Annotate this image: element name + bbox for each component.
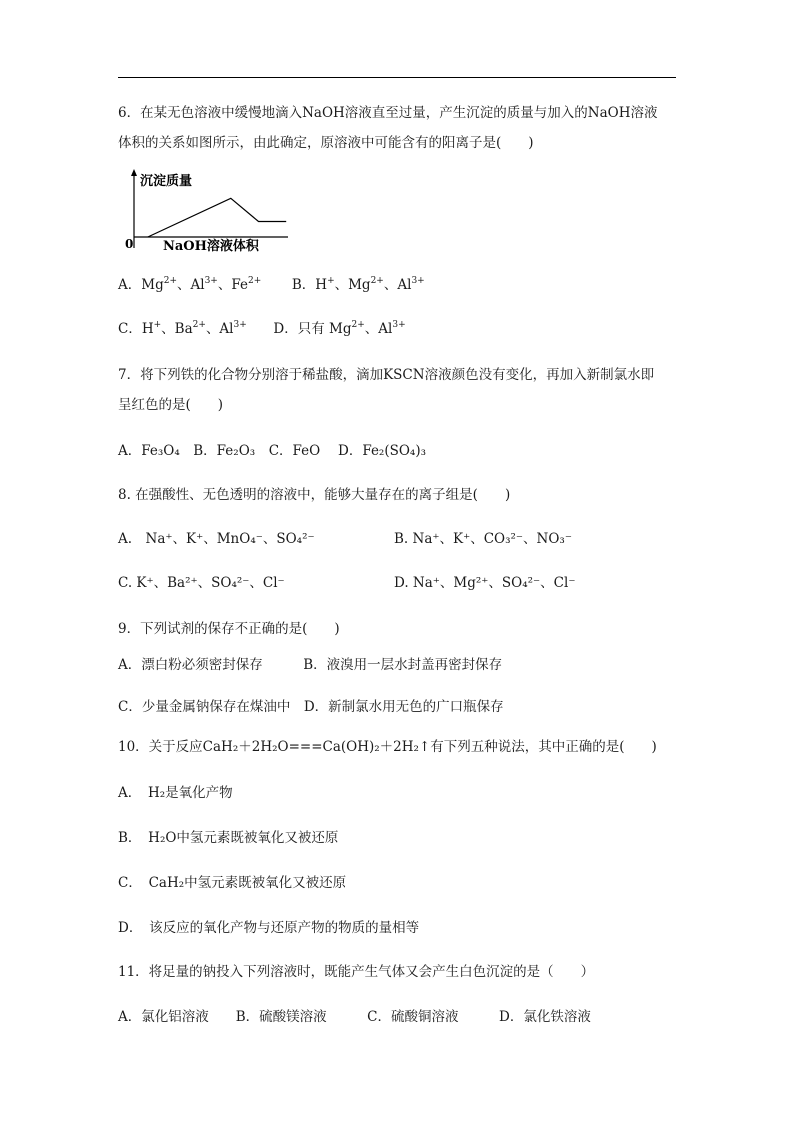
q6-options-cd: C．H+、$Ba^{2+}$、$Al^{3+}$ D．只有 $Mg^{2+}$、$Al^{3+}$ bbox=[118, 320, 406, 337]
q8-option-a: A. Na⁺、K⁺、MnO₄⁻、SO₄²⁻ bbox=[118, 531, 315, 547]
q10-option-b: B． H₂O中氢元素既被氧化又被还原 bbox=[118, 830, 339, 846]
q6-stem-line2: 体积的关系如图所示，由此确定，原溶液中可能含有的阳离子是( ) bbox=[118, 135, 534, 151]
q7-stem-line1: 7．将下列铁的化合物分别溶于稀盐酸，滴加KSCN溶液颜色没有变化，再加入新制氯水即 bbox=[118, 367, 655, 383]
q8-option-b: B. Na⁺、K⁺、CO₃²⁻、NO₃⁻ bbox=[394, 531, 572, 547]
q6-c-label: C． bbox=[118, 321, 142, 337]
q9-options-cd: C．少量金属钠保存在煤油中 D．新制氯水用无色的广口瓶保存 bbox=[118, 699, 504, 715]
q9-options-ab: A．漂白粉必须密封保存 B．液溴用一层水封盖再密封保存 bbox=[118, 657, 503, 673]
q6-b-label: B． bbox=[291, 277, 316, 293]
q6-a-ion1: Mg bbox=[141, 277, 164, 293]
q8-stem: 8. 在强酸性、无色透明的溶液中，能够大量存在的离子组是( ) bbox=[118, 487, 511, 503]
q11-stem: 11．将足量的钠投入下列溶液时，既能产生气体又会产生白色沉淀的是（ ） bbox=[118, 964, 595, 980]
q6-stem-line1: 6．在某无色溶液中缓慢地滴入NaOH溶液直至过量，产生沉淀的质量与加入的NaOH溶液 bbox=[118, 105, 658, 121]
q8-option-d: D. Na⁺、Mg²⁺、SO₄²⁻、Cl⁻ bbox=[394, 575, 576, 591]
q7-stem-line2: 呈红色的是( ) bbox=[118, 397, 224, 413]
q10-option-a: A． H₂是氧化产物 bbox=[118, 785, 233, 801]
origin-label: 0 bbox=[125, 237, 134, 251]
y-axis-arrow bbox=[131, 169, 137, 176]
q10-option-c: C． CaH₂中氢元素既被氧化又被还原 bbox=[118, 875, 347, 891]
header-rule bbox=[118, 77, 676, 78]
q10-option-d: D． 该反应的氧化产物与还原产物的物质的量相等 bbox=[118, 920, 420, 936]
q11-options: A．氯化铝溶液 B．硫酸镁溶液 C．硫酸铜溶液 D．氯化铁溶液 bbox=[118, 1009, 591, 1025]
q6-a-label: A． bbox=[118, 277, 142, 293]
q6-d-label: D．只有 bbox=[273, 321, 325, 337]
q9-stem: 9．下列试剂的保存不正确的是( ) bbox=[118, 621, 340, 637]
q8-option-c: C. K⁺、Ba²⁺、SO₄²⁻、Cl⁻ bbox=[118, 575, 285, 591]
x-axis-label: NaOH溶液体积 bbox=[163, 239, 259, 254]
q6-options-ab: A．$Mg^{2+}$、$Al^{3+}$、$Fe^{2+}$ B．H+、$Mg^{2+}$、$Al^{3+}$ bbox=[118, 276, 425, 293]
y-axis-label: 沉淀质量 bbox=[140, 174, 193, 189]
precipitate-line bbox=[148, 198, 286, 237]
q6-chart bbox=[118, 168, 318, 258]
q7-options: A．Fe₃O₄ B．Fe₂O₃ C．FeO D．Fe₂(SO₄)₃ bbox=[118, 443, 427, 459]
q10-stem: 10．关于反应CaH₂＋2H₂O===Ca(OH)₂＋2H₂↑有下列五种说法，其中正确的是( ) bbox=[118, 739, 657, 755]
